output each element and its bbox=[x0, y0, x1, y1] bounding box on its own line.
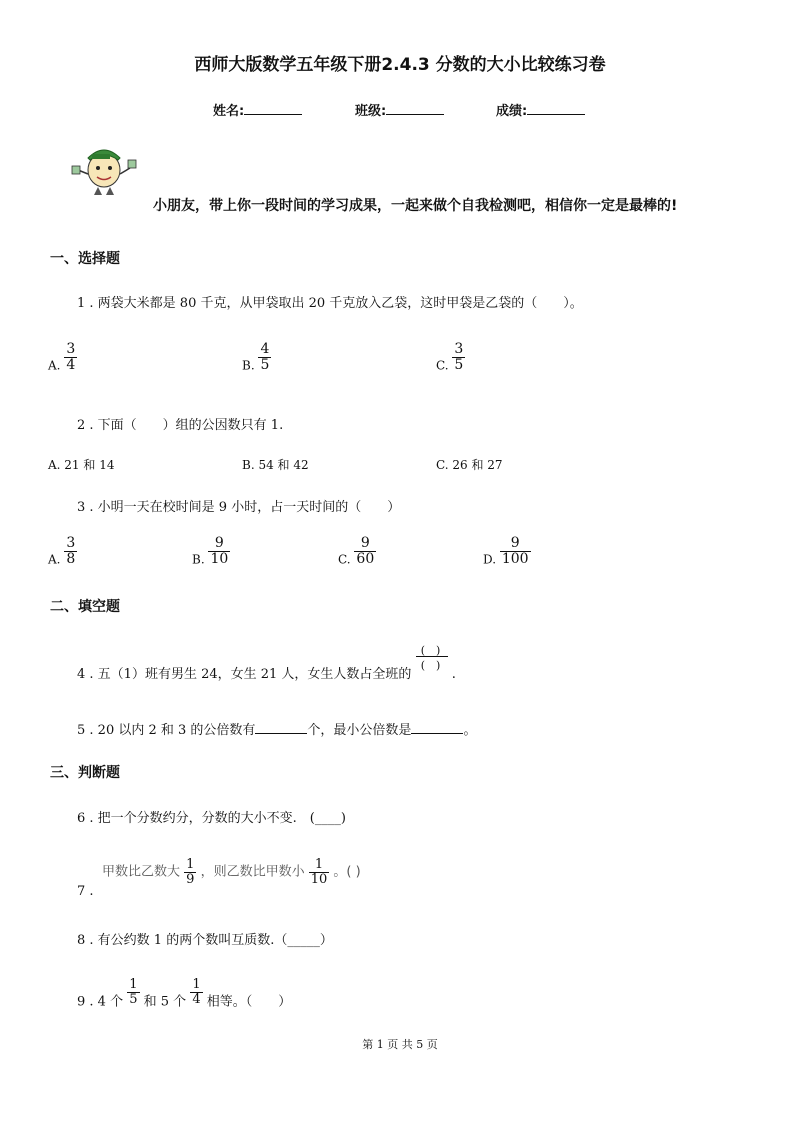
q4-answer-fraction[interactable]: ( ) ( ) bbox=[416, 642, 448, 671]
question-7-number: 7 . bbox=[77, 884, 94, 899]
question-3: 3 . 小明一天在校时间是 9 小时，占一天时间的（ ） bbox=[77, 500, 401, 515]
q2-option-a[interactable]: A. 21 和 14 bbox=[48, 458, 115, 472]
q1-option-b-fraction: $\frac{4}{5}$ bbox=[260, 341, 270, 373]
q3-option-a-fraction: $\frac{3}{8}$ bbox=[66, 535, 76, 567]
q3-option-a[interactable]: A. $\frac{3}{8}$ bbox=[48, 535, 76, 567]
q7-fraction-1: $\frac{1}{9}$ bbox=[186, 857, 195, 887]
name-label: 姓名: bbox=[213, 104, 245, 119]
question-7-image: 甲数比乙数大 $\frac{1}{9}$ ，则乙数比甲数小 $\frac{1}{10}$ 。( ) bbox=[102, 857, 361, 887]
q2-option-c[interactable]: C. 26 和 27 bbox=[436, 458, 503, 472]
page-footer: 第 1 页 共 5 页 bbox=[362, 1038, 438, 1051]
question-9: 9 . 4 个 $\frac{1}{5}$ 和 5 个 $\frac{1}{4}$ 相等。（ ） bbox=[77, 977, 292, 1010]
section-judge-title: 三、判断题 bbox=[50, 765, 120, 781]
mascot-illustration bbox=[70, 140, 138, 198]
question-8: 8 . 有公约数 1 的两个数叫互质数.（_____） bbox=[77, 933, 333, 948]
q9-fraction-2: $\frac{1}{4}$ bbox=[192, 977, 201, 1007]
q7-fraction-2: $\frac{1}{10}$ bbox=[310, 857, 328, 887]
score-blank[interactable] bbox=[527, 102, 585, 115]
name-field bbox=[213, 100, 302, 119]
q1-option-b[interactable]: B. $\frac{4}{5}$ bbox=[242, 341, 270, 373]
score-field bbox=[496, 100, 585, 119]
q3-option-b[interactable]: B. $\frac{9}{10}$ bbox=[192, 535, 229, 567]
name-blank[interactable] bbox=[244, 102, 302, 115]
q3-option-b-fraction: $\frac{9}{10}$ bbox=[210, 535, 229, 567]
q3-option-d[interactable]: D. $\frac{9}{100}$ bbox=[483, 535, 529, 567]
class-field bbox=[355, 100, 444, 119]
q1-option-a[interactable]: A. $\frac{3}{4}$ bbox=[48, 341, 76, 373]
q3-option-c[interactable]: C. $\frac{9}{60}$ bbox=[338, 535, 375, 567]
class-label: 班级: bbox=[355, 104, 387, 119]
question-2: 2 . 下面（ ）组的公因数只有 1. bbox=[77, 418, 284, 433]
class-blank[interactable] bbox=[386, 102, 444, 115]
q2-option-b[interactable]: B. 54 和 42 bbox=[242, 458, 309, 472]
question-4: 4 . 五（1）班有男生 24，女生 21 人，女生人数占全班的 ( ) ( ) . bbox=[77, 644, 456, 682]
section-fill-title: 二、填空题 bbox=[50, 599, 120, 615]
q9-fraction-1: $\frac{1}{5}$ bbox=[129, 977, 138, 1007]
q5-blank-1[interactable] bbox=[255, 722, 307, 734]
q3-option-d-fraction: $\frac{9}{100}$ bbox=[501, 535, 529, 567]
question-5: 5 . 20 以内 2 和 3 的公倍数有 个，最小公倍数是 。 bbox=[77, 723, 477, 738]
q5-blank-2[interactable] bbox=[411, 722, 463, 734]
greeting-text: 小朋友，带上你一段时间的学习成果，一起来做个自我检测吧，相信你一定是最棒的! bbox=[153, 198, 678, 214]
question-1: 1 . 两袋大米都是 80 千克，从甲袋取出 20 千克放入乙袋，这时甲袋是乙袋的（ ）。 bbox=[77, 296, 583, 311]
question-6: 6 . 把一个分数约分，分数的大小不变. (____) bbox=[77, 811, 346, 826]
q1-option-c-fraction: $\frac{3}{5}$ bbox=[454, 341, 464, 373]
page-title: 西师大版数学五年级下册2.4.3 分数的大小比较练习卷 bbox=[194, 55, 606, 75]
q1-option-a-fraction: $\frac{3}{4}$ bbox=[66, 341, 76, 373]
q3-option-c-fraction: $\frac{9}{60}$ bbox=[356, 535, 375, 567]
section-choice-title: 一、选择题 bbox=[50, 251, 120, 267]
score-label: 成绩: bbox=[496, 104, 528, 119]
q1-option-c[interactable]: C. $\frac{3}{5}$ bbox=[436, 341, 464, 373]
